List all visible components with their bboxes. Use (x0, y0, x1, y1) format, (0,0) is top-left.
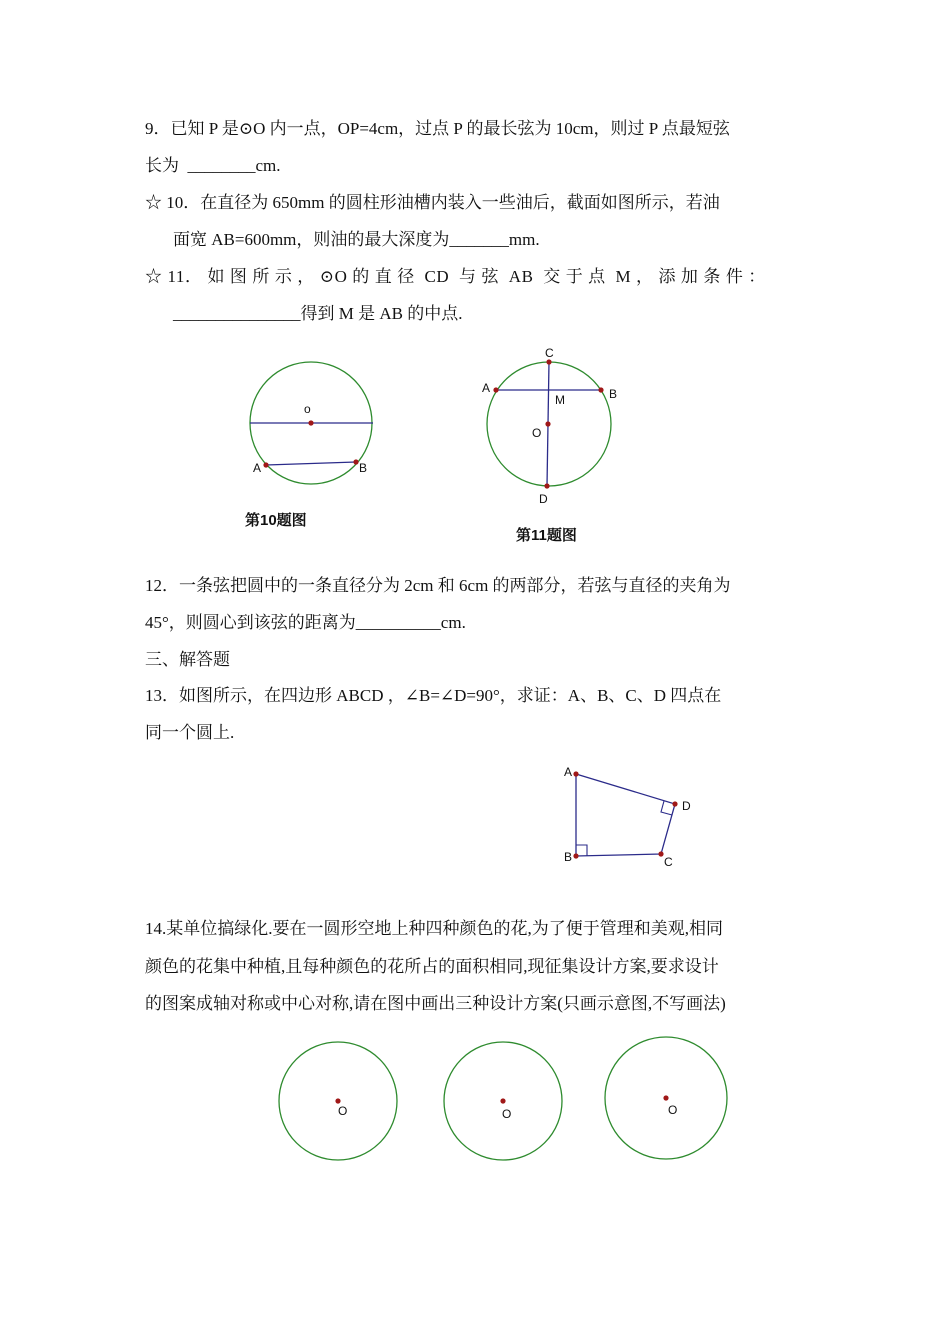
fig11-point-o (545, 421, 550, 426)
fig11-label-b: B (609, 387, 618, 401)
q13-line-1: 13．如图所示，在四边形 ABCD ，∠B=∠D=90°，求证：A、B、C、D 四点在 (145, 686, 722, 705)
q11-line-2: _______________得到 M 是 AB 的中点. (173, 304, 463, 323)
fig13-label-b: B (564, 850, 573, 864)
fig10-caption: 第10题图 (245, 512, 307, 529)
q10-line-2: 面宽 AB=600mm，则油的最大深度为_______mm. (173, 230, 540, 249)
fig11-point-a (493, 387, 498, 392)
fig11-label-c: C (545, 346, 554, 360)
figure-13 (564, 765, 691, 869)
fig13-label-c: C (664, 855, 673, 869)
figure-11 (482, 346, 617, 544)
fig10-label-b: B (359, 461, 368, 475)
fig14-center-2 (500, 1098, 505, 1103)
fig14-label-o-2: O (502, 1107, 512, 1121)
fig10-point-o (308, 420, 313, 425)
q14-line-2: 颜色的花集中种植,且每种颜色的花所占的面积相同,现征集设计方案,要求设计 (145, 957, 719, 976)
q12-line-1: 12．一条弦把圆中的一条直径分为 2cm 和 6cm 的两部分，若弦与直径的夹角为 (145, 576, 731, 595)
fig11-label-o: O (532, 426, 542, 440)
fig14-label-o-3: O (668, 1103, 678, 1117)
fig14-center-3 (663, 1095, 668, 1100)
q9-line-1: 9．已知 P 是⊙O 内一点，OP=4cm，过点 P 的最长弦为 10cm，则过 P 点最短弦 (145, 119, 730, 138)
fig10-label-a: A (253, 461, 262, 475)
fig10-chord-ab (266, 462, 356, 465)
q14-line-1: 14.某单位搞绿化.要在一圆形空地上种四种颜色的花,为了便于管理和美观,相同 (145, 919, 723, 938)
section-3-heading: 三、解答题 (145, 650, 230, 669)
fig11-caption: 第11题图 (516, 527, 577, 544)
fig10-label-o: o (304, 402, 311, 416)
fig13-point-b (573, 853, 578, 858)
fig11-point-c (546, 359, 551, 364)
q11-line-1: ☆ 11． 如 图 所 示 ， ⊙O 的 直 径 CD 与 弦 AB 交 于 点 M ， 添 加 条 件 ： (145, 267, 766, 286)
fig10-point-a (263, 462, 268, 467)
figure-14 (279, 1037, 727, 1160)
fig13-point-c (658, 851, 663, 856)
q10-line-1: ☆ 10．在直径为 650mm 的圆柱形油槽内装入一些油后，截面如图所示，若油 (145, 193, 720, 212)
fig13-quadrilateral (576, 774, 675, 856)
fig13-label-d: D (682, 799, 691, 813)
q9-line-2: 长为 ________cm. (145, 156, 281, 175)
fig11-point-d (544, 483, 549, 488)
figure-10 (245, 362, 373, 529)
fig14-center-1 (335, 1098, 340, 1103)
fig11-label-a: A (482, 381, 491, 395)
fig14-label-o-1: O (338, 1104, 348, 1118)
q12-line-2: 45°，则圆心到该弦的距离为__________cm. (145, 613, 466, 632)
fig11-label-m: M (555, 393, 565, 407)
fig11-label-d: D (539, 492, 548, 506)
fig10-point-b (353, 459, 358, 464)
fig13-label-a: A (564, 765, 573, 779)
fig13-point-a (573, 771, 578, 776)
q13-line-2: 同一个圆上. (145, 723, 235, 742)
fig11-point-b (598, 387, 603, 392)
fig13-point-d (672, 801, 677, 806)
q14-line-3: 的图案成轴对称或中心对称,请在图中画出三种设计方案(只画示意图,不写画法) (145, 994, 726, 1013)
